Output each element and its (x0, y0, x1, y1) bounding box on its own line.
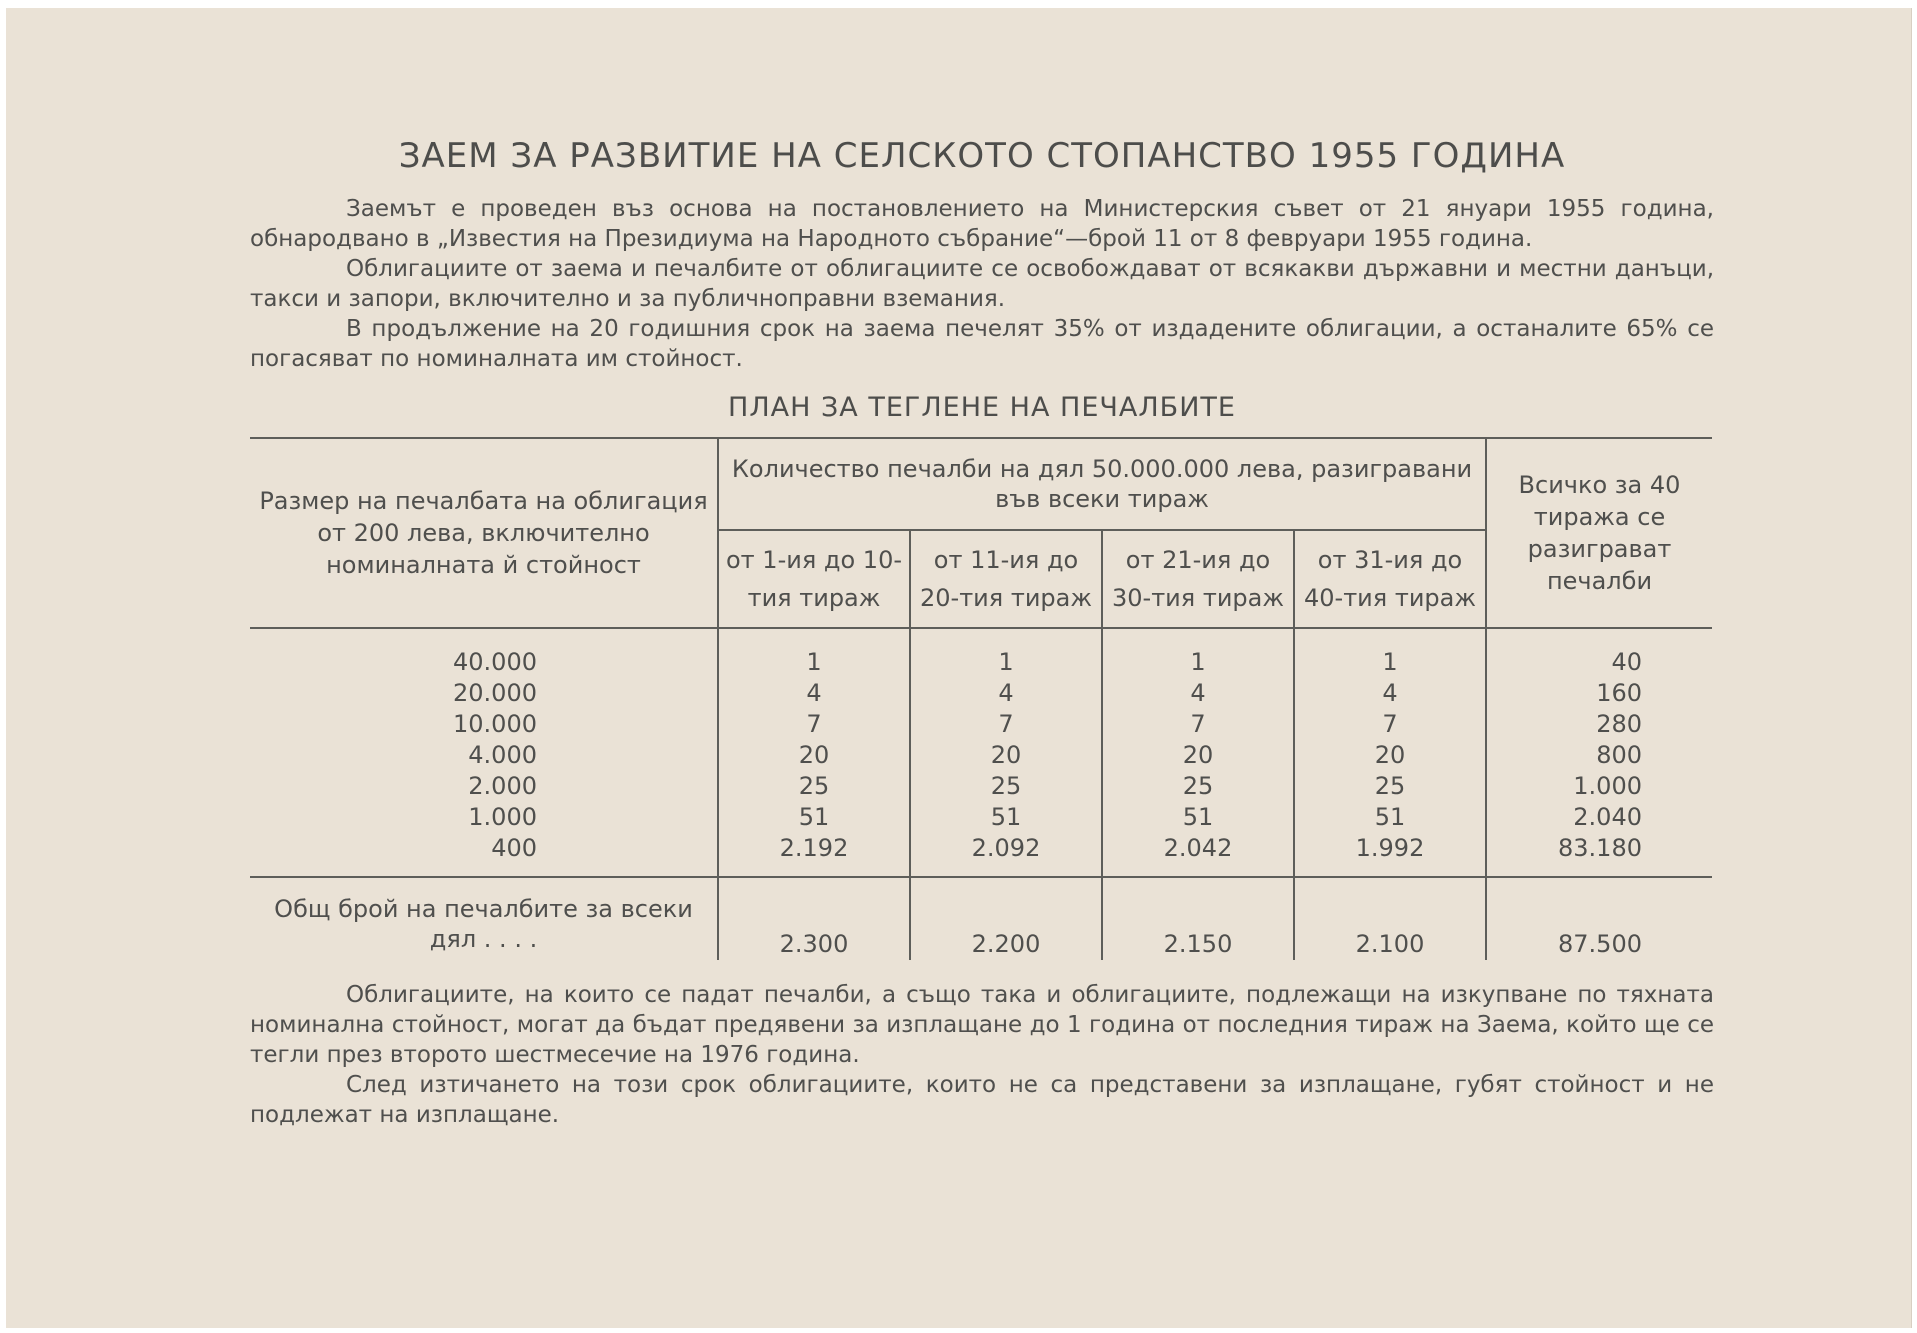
totals-label: Общ брой на печалбите за всеки дял . . . . (274, 895, 693, 953)
footer-paragraph-1: Облигациите, на които се падат печалби, а също така и облигациите, подлежащи на изкупване по тяхната номинална стойност, могат да бъдат предявени за изплащане до 1 година от последния тираж на Заема, който ще се тегли през второто шестмесечие на 1976 година. (250, 982, 1714, 1068)
table-body-row (250, 628, 1712, 877)
prize-count: 25 (1182, 772, 1214, 800)
prize-total: 2.040 (1573, 803, 1642, 831)
prize-count: 25 (990, 772, 1022, 800)
grand-total: 87.500 (1486, 877, 1712, 960)
footer-paragraph-2: След изтичането на този срок облигациите, които не са представени за изплащане, губят стойност и не подлежат на изплащане. (250, 1072, 1714, 1128)
prize-count: 1 (1382, 648, 1398, 676)
prize-count: 1 (1190, 648, 1206, 676)
total-draws-31-40: 2.100 (1294, 877, 1486, 960)
prize-count: 7 (1382, 710, 1398, 738)
prize-count: 4 (998, 679, 1014, 707)
prize-count: 1 (806, 648, 822, 676)
prize-count: 1.992 (1355, 834, 1425, 862)
prize-count: 20 (990, 741, 1022, 769)
draws-21-30-column (1102, 628, 1294, 877)
prize-count: 51 (1374, 803, 1406, 831)
subheader-draws-31-40: от 31-ия до 40-тия тираж (1294, 530, 1486, 628)
prize-size: 400 (491, 834, 537, 862)
total-draws-1-10: 2.300 (718, 877, 910, 960)
prize-count: 4 (1382, 679, 1398, 707)
total-column-header: Всичко за 40 тиража се разиграват печалби (1486, 438, 1712, 628)
prize-count: 4 (1190, 679, 1206, 707)
prize-count: 20 (1182, 741, 1214, 769)
subheader-draws-11-20: от 11-ия до 20-тия тираж (910, 530, 1102, 628)
total-draws-21-30: 2.150 (1102, 877, 1294, 960)
prize-total: 1.000 (1573, 772, 1642, 800)
prize-total: 40 (1611, 648, 1642, 676)
prize-size: 2.000 (468, 772, 537, 800)
subheader-draws-21-30: от 21-ия до 30-тия тираж (1102, 530, 1294, 628)
prize-count: 51 (798, 803, 830, 831)
prize-count: 20 (798, 741, 830, 769)
prize-total: 800 (1596, 741, 1642, 769)
prize-count: 7 (806, 710, 822, 738)
prize-size: 1.000 (468, 803, 537, 831)
prize-count: 20 (1374, 741, 1406, 769)
prize-count: 2.042 (1163, 834, 1233, 862)
prize-total: 160 (1596, 679, 1642, 707)
prize-count: 1 (998, 648, 1014, 676)
total-column (1486, 628, 1712, 877)
prize-plan-table (250, 437, 1712, 960)
prize-total: 83.180 (1558, 834, 1642, 862)
table-title: ПЛАН ЗА ТЕГЛЕНЕ НА ПЕЧАЛБИТЕ (728, 392, 1236, 423)
prize-count: 25 (1374, 772, 1406, 800)
prize-count: 51 (1182, 803, 1214, 831)
prize-count: 51 (990, 803, 1022, 831)
prize-count: 4 (806, 679, 822, 707)
total-draws-11-20: 2.200 (910, 877, 1102, 960)
intro-paragraph-3: В продължение на 20 годишния срок на заема печелят 35% от издадените облигации, а останалите 65% се погасяват по номиналната им стойност. (250, 316, 1714, 372)
prize-size-column (250, 628, 718, 877)
prize-total: 280 (1596, 710, 1642, 738)
draws-group-header: Количество печалби на дял 50.000.000 лева, разигравани във всеки тираж (718, 438, 1486, 530)
size-column-header: Размер на печалбата на облигация от 200 лева, включително номиналната й стойност (250, 438, 718, 628)
prize-count: 7 (998, 710, 1014, 738)
prize-size: 20.000 (453, 679, 537, 707)
prize-count: 7 (1190, 710, 1206, 738)
intro-section (250, 194, 1714, 374)
draws-31-40-column (1294, 628, 1486, 877)
intro-paragraph-1: Заемът е проведен въз основа на постановлението на Министерския съвет от 21 януари 1955 година, обнародвано в „Известия на Президиума на Народното събрание“—брой 11 от 8 февруари 1955 година. (250, 196, 1714, 252)
prize-size: 10.000 (453, 710, 537, 738)
document-content (250, 136, 1714, 1130)
draws-1-10-column (718, 628, 910, 877)
prize-size: 4.000 (468, 741, 537, 769)
footer-section (250, 980, 1714, 1130)
subheader-draws-1-10: от 1-ия до 10-тия тираж (718, 530, 910, 628)
totals-row (250, 877, 1712, 960)
prize-count: 2.092 (971, 834, 1041, 862)
document-title: ЗАЕМ ЗА РАЗВИТИЕ НА СЕЛСКОТО СТОПАНСТВО 1955 ГОДИНА (398, 136, 1566, 176)
document-sheet (6, 8, 1912, 1328)
prize-size: 40.000 (453, 648, 537, 676)
intro-paragraph-2: Облигациите от заема и печалбите от облигациите се освобождават от всякакви държавни и местни данъци, такси и запори, включително и за публичноправни вземания. (250, 256, 1714, 312)
prize-count: 2.192 (779, 834, 849, 862)
prize-count: 25 (798, 772, 830, 800)
draws-11-20-column (910, 628, 1102, 877)
